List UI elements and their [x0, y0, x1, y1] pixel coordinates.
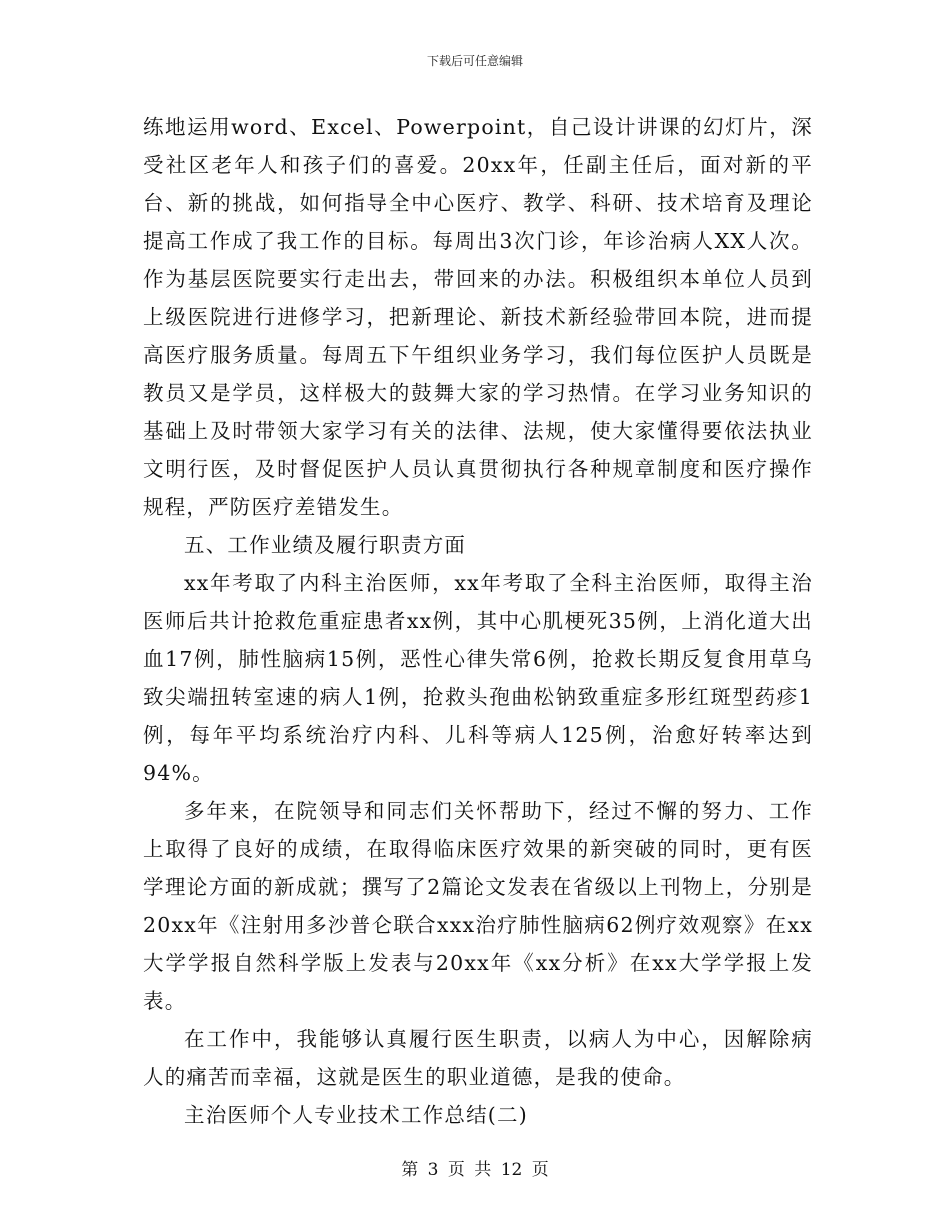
page-header: 下载后可任意编辑	[426, 54, 523, 68]
section-title: 主治医师个人专业技术工作总结(二)	[184, 1103, 528, 1127]
paragraph: xx年考取了内科主治医师，xx年考取了全科主治医师，取得主治医师后共计抢救危重症患者xx例，其中心肌梗死35例，上消化道大出血17例，肺性脑病15例，恶性心律失常6例，抢救长期反复食用草乌致尖端扭转室速的病人1例，抢救头孢曲松钠致重症多形红斑型药疹1例，每年平均系统治疗内科、儿科等病人125例，治愈好转率达到94%。	[143, 571, 813, 785]
paragraph: 在工作中，我能够认真履行医生职责，以病人为中心，因解除病人的痛苦而幸福，这就是医生的职业道德，是我的使命。	[143, 1027, 813, 1089]
section-heading: 五、工作业绩及履行职责方面	[184, 533, 467, 557]
paragraph: 多年来，在院领导和同志们关怀帮助下，经过不懈的努力、工作上取得了良好的成绩，在取得临床医疗效果的新突破的同时，更有医学理论方面的新成就；撰写了2篇论文发表在省级以上刊物上，分别是 20xx年《注射用多沙普仑联合xxx治疗肺性脑病62例疗效观察》在xx大学学报自然科学版上发表与20xx年《xx分析》在xx大学学报上发表。	[143, 799, 813, 1013]
paragraph: 练地运用word、Excel、Powerpoint，自己设计讲课的幻灯片，深受社区老年人和孩子们的喜爱。20xx年，任副主任后，面对新的平台、新的挑战，如何指导全中心医疗、教学、科研、技术培育及理论提高工作成了我工作的目标。每周出3次门诊，年诊治病人XX人次。作为基层医院要实行走出去，带回来的办法。积极组织本单位人员到上级医院进行进修学习，把新理论、新技术新经验带回本院，进而提高医疗服务质量。每周五下午组织业务学习，我们每位医护人员既是教员又是学员，这样极大的鼓舞大家的学习热情。在学习业务知识的基础上及时带领大家学习有关的法律、法规，使大家懂得要依法执业文明行医，及时督促医护人员认真贯彻执行各种规章制度和医疗操作规程，严防医疗差错发生。	[143, 115, 813, 519]
document-body	[143, 108, 813, 1134]
page-footer: 第 3 页 共 12 页	[401, 1160, 549, 1180]
